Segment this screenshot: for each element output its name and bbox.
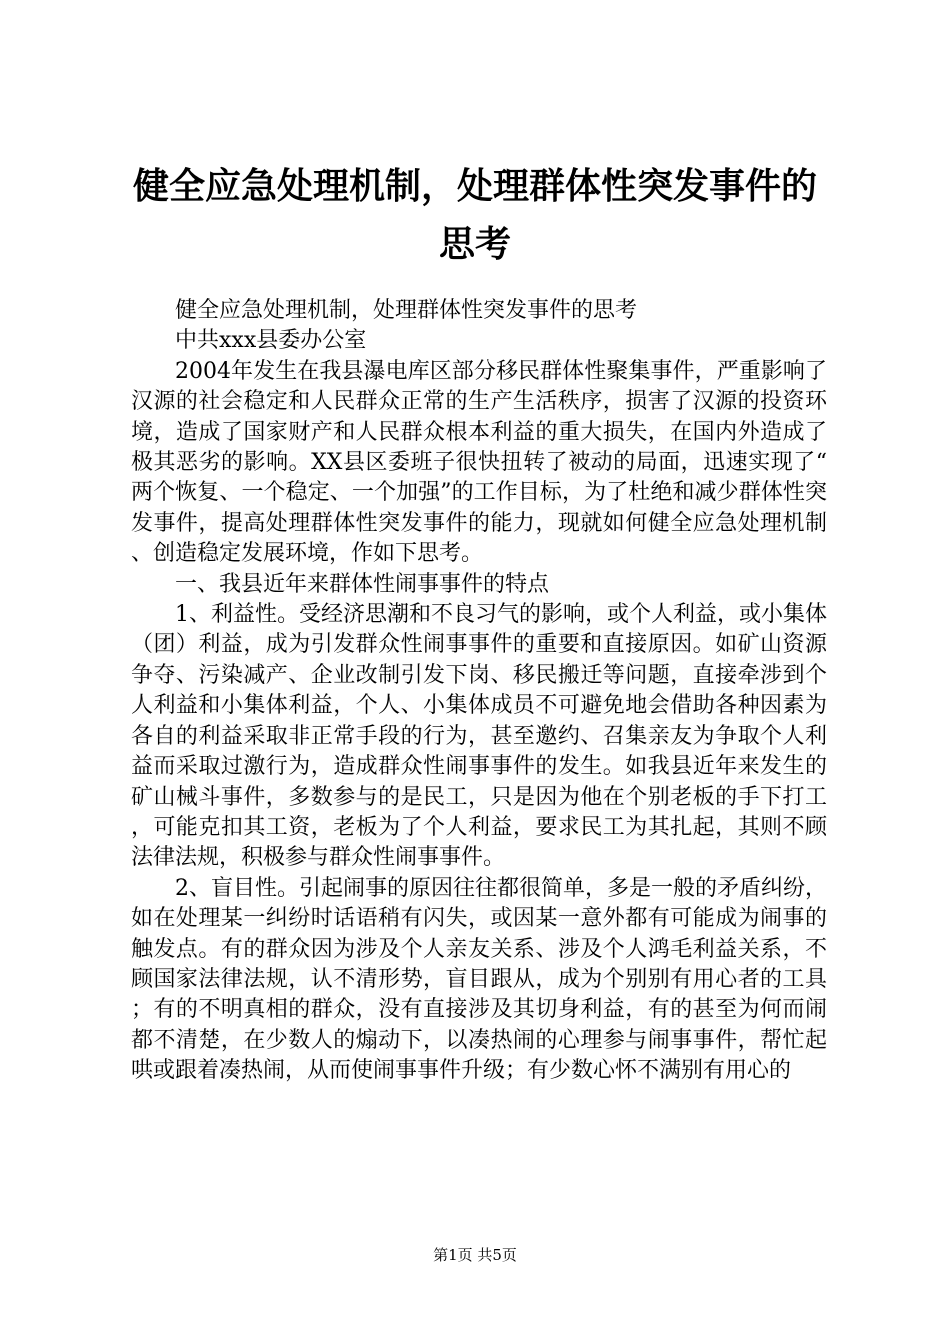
body-section-heading: 一、我县近年来群体性闹事事件的特点 [175, 571, 550, 597]
body-paragraph-point-2: 2、盲目性。引起闹事的原因往往都很简单，多是一般的矛盾纠纷，如在处理某一纠纷时话语稍有闪失，或因某一意外都有可能成为闹事的触发点。有的群众因为涉及个人亲友关系、涉及个人鸿毛利益关系，不顾国家法律法规，认不清形势，盲目跟从，成为个别别有用心者的工具；有的不明真相的群众，没有直接涉及其切身利益，有的甚至为何而闹都不清楚，在少数人的煽动下，以凑热闹的心理参与闹事事件，帮忙起哄或跟着凑热闹，从而使闹事事件升级；有少数心怀不满别有用心的 [131, 875, 827, 1084]
body-paragraph-heading-repeat: 健全应急处理机制，处理群体性突发事件的思考 [175, 298, 638, 323]
body-paragraph-author: 中共xxx县委办公室 [175, 328, 367, 354]
document-body [131, 296, 827, 1087]
document-title: 健全应急处理机制，处理群体性突发事件的思考 [132, 166, 817, 265]
body-paragraph-point-1: 1、利益性。受经济思潮和不良习气的影响，或个人利益，或小集体（团）利益，成为引发群众性闹事事件的重要和直接原因。如矿山资源争夺、污染减产、企业改制引发下岗、移民搬迁等问题，直接牵涉到个人利益和小集体利益，个人、小集体成员不可避免地会借助各种因素为各自的利益采取非正常手段的行为，甚至邀约、召集亲友为争取个人利益而采取过激行为，造成群众性闹事事件的发生。如我县近年来发生的矿山械斗事件，多数参与的是民工，只是因为他在个别老板的手下打工，可能克扣其工资，老板为了个人利益，要求民工为其扎起，其则不顾法律法规，积极参与群众性闹事事件。 [131, 602, 827, 871]
body-paragraph-intro: 2004年发生在我县瀑电库区部分移民群体性聚集事件，严重影响了汉源的社会稳定和人民群众正常的生产生活秩序，损害了汉源的投资环境，造成了国家财产和人民群众根本利益的重大损失，在国内外造成了极其恶劣的影响。XX县区委班子很快扭转了被动的局面，迅速实现了“两个恢复、一个稳定、一个加强”的工作目标，为了杜绝和减少群体性突发事件，提高处理群体性突发事件的能力，现就如何健全应急处理机制、创造稳定发展环境，作如下思考。 [131, 358, 827, 567]
page-number-footer: 第1页 共5页 [433, 1246, 517, 1264]
